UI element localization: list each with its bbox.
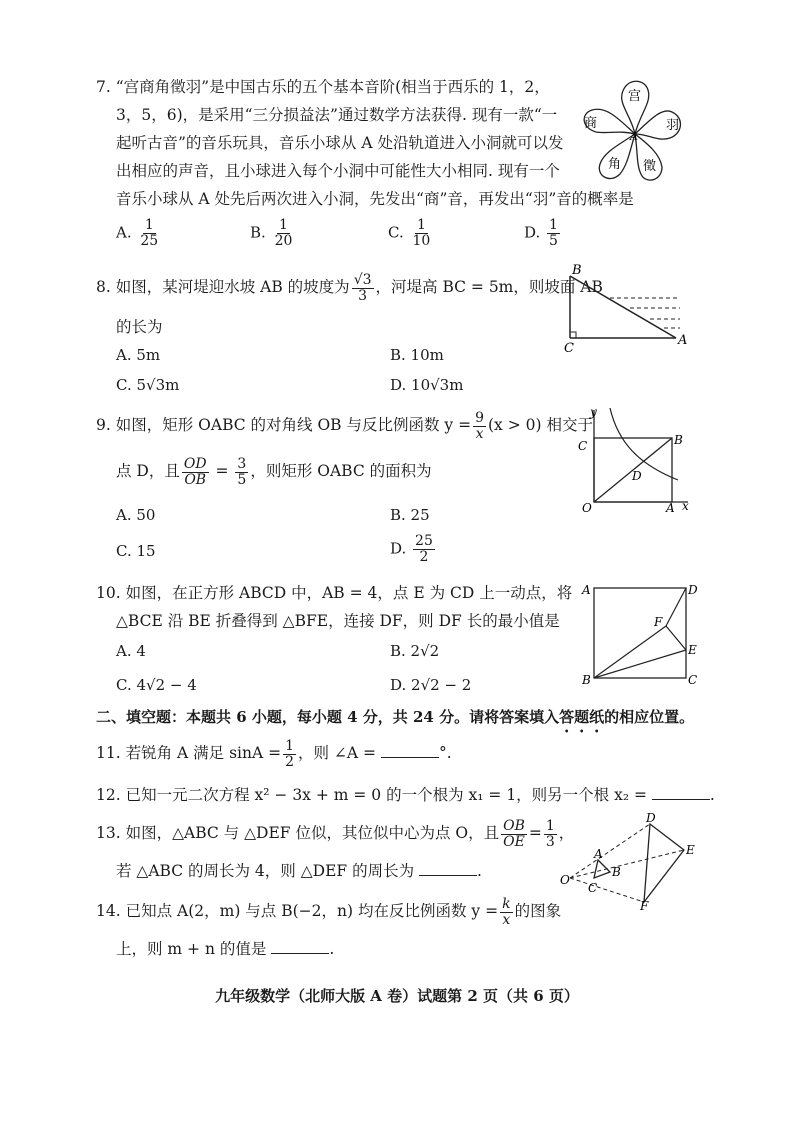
q10-option-c: C. 4√2 − 4	[116, 676, 197, 694]
q8-option-d: D. 10√3m	[390, 376, 464, 394]
q10-label-d: D	[688, 583, 698, 597]
q8-figure	[560, 262, 700, 352]
q7-line1	[96, 72, 550, 102]
q7-petal-shang: 商	[584, 116, 598, 131]
q10-figure	[578, 580, 698, 686]
q7-option-b: B. $\frac{1}{20}$	[250, 217, 293, 249]
q10-option-a: A. 4	[116, 642, 146, 660]
q8-label-b: B	[572, 263, 582, 278]
q7-line2: 3，5，6)，是采用“三分损益法”通过数学方法获得. 现有一款“一	[116, 106, 558, 124]
q10-line2: △BCE 沿 BE 折叠得到 △BFE，连接 DF，则 DF 长的最小值是	[116, 612, 560, 630]
q8-option-b: B. 10m	[390, 346, 444, 364]
q9-label-y: y	[590, 405, 597, 419]
q7-line3: 起听古音”的音乐玩具，音乐小球从 A 处沿轨道进入小洞就可以发	[116, 134, 564, 152]
q7-number: 7.	[96, 78, 111, 96]
q13-blank[interactable]	[419, 861, 477, 876]
q9-line1: 9. 如图，矩形 OABC 的对角线 OB 与反比例函数 y = $\frac{9}{x}$ (x > 0) 相交于	[96, 409, 593, 442]
q7-petal-zhi: 徵	[643, 159, 657, 174]
q8-line1: 8. 如图，某河堤迎水坡 AB 的坡度为 $\frac{√3}{3}$ ，河堤高 BC = 5m，则坡面 AB	[96, 271, 603, 304]
q9-option-b: B. 25	[390, 506, 430, 524]
q14-line2: 上，则 m + n 的值是 .	[116, 940, 335, 958]
q7-figure	[570, 72, 700, 192]
q10-label-b: B	[582, 673, 591, 686]
q14-line1: 14. 已知点 A(2，m) 与点 B(−2，n) 均在反比例函数 y = $\frac{k}{x}$ 的图象	[96, 895, 562, 928]
q9-label-o: O	[582, 501, 592, 514]
q13-figure	[556, 812, 702, 912]
q9-option-a: A. 50	[116, 506, 156, 524]
q9-line2: 点 D，且 $\frac{OD}{OB}$ = $\frac{3}{5}$ ，则矩形 OABC 的面积为	[116, 455, 432, 488]
page-footer: 九年级数学（北师大版 A 卷）试题第 2 页（共 6 页）	[215, 987, 579, 1005]
q9-label-c: C	[578, 439, 588, 453]
q7-line4: 出相应的声音，且小球进入每个小洞中可能性大小相同. 现有一个	[116, 162, 560, 180]
q10-label-e: E	[688, 643, 697, 657]
q13-label-e: E	[686, 843, 695, 857]
q13-label-d: D	[646, 812, 656, 825]
q12-line: 12. 已知一元二次方程 x² − 3x + m = 0 的一个根为 x₁ = 1，则另一个根 x₂ = .	[96, 786, 715, 804]
q8-line2: 的长为	[116, 318, 163, 336]
q9-option-d: D. $\frac{25}{2}$	[390, 533, 433, 565]
q11-line: 11. 若锐角 A 满足 sinA = $\frac{1}{2}$ ，则 ∠A = °.	[96, 737, 452, 770]
q7-petal-jue: 角	[608, 157, 622, 172]
q10-line1: 10. 如图，在正方形 ABCD 中，AB = 4，点 E 为 CD 上一动点，将	[96, 584, 573, 602]
q7-text-1: “宫商角徵羽”是中国古乐的五个基本音阶(相当于西乐的 1，2，	[115, 78, 550, 96]
q10-label-c: C	[688, 673, 698, 686]
q11-blank[interactable]	[381, 743, 439, 758]
q13-label-f: F	[640, 899, 649, 912]
q13-label-o: O	[560, 873, 570, 887]
q7-option-a: A. $\frac{1}{25}$	[116, 217, 159, 249]
q8-option-a: A. 5m	[116, 346, 161, 364]
q10-option-b: B. 2√2	[390, 642, 440, 660]
q7-center-label: A	[630, 130, 638, 143]
q10-label-a: A	[582, 583, 591, 597]
q9-label-a: A	[666, 501, 675, 514]
q12-blank[interactable]	[652, 785, 710, 800]
q13-label-b: B	[612, 865, 621, 879]
q9-label-b: B	[674, 433, 683, 447]
q7-option-c: C. $\frac{1}{10}$	[388, 217, 431, 249]
q9-option-c: C. 15	[116, 542, 156, 560]
q9-label-d: D	[632, 469, 642, 483]
q8-option-c: C. 5√3m	[116, 376, 180, 394]
q7-option-d: D. $\frac{1}{5}$	[524, 217, 558, 249]
q13-line2: 若 △ABC 的周长为 4，则 △DEF 的周长为 .	[116, 862, 482, 880]
q14-blank[interactable]	[271, 939, 329, 954]
q13-label-c: C	[588, 881, 598, 895]
q8-label-a: A	[678, 333, 688, 348]
q7-petal-gong: 宫	[628, 89, 642, 104]
q8-label-c: C	[564, 341, 574, 352]
section2-title: 二、填空题：本题共 6 小题，每小题 4 分，共 24 分。请将答案填入答题纸的相应位置。	[96, 708, 695, 726]
q10-option-d: D. 2√2 − 2	[390, 676, 472, 694]
q13-line1: 13. 如图，△ABC 与 △DEF 位似，其位似中心为点 O，且 $\frac{OB}{OE}$ = $\frac{1}{3}$ ，	[96, 817, 575, 850]
q7-petal-yu: 羽	[666, 118, 680, 133]
q9-figure	[574, 402, 694, 514]
q13-label-a: A	[594, 847, 603, 861]
q9-label-x: x	[682, 499, 689, 513]
q10-label-f: F	[654, 615, 663, 629]
q7-line5: 音乐小球从 A 处先后两次进入小洞，先发出“商”音，再发出“羽”音的概率是	[116, 190, 634, 208]
